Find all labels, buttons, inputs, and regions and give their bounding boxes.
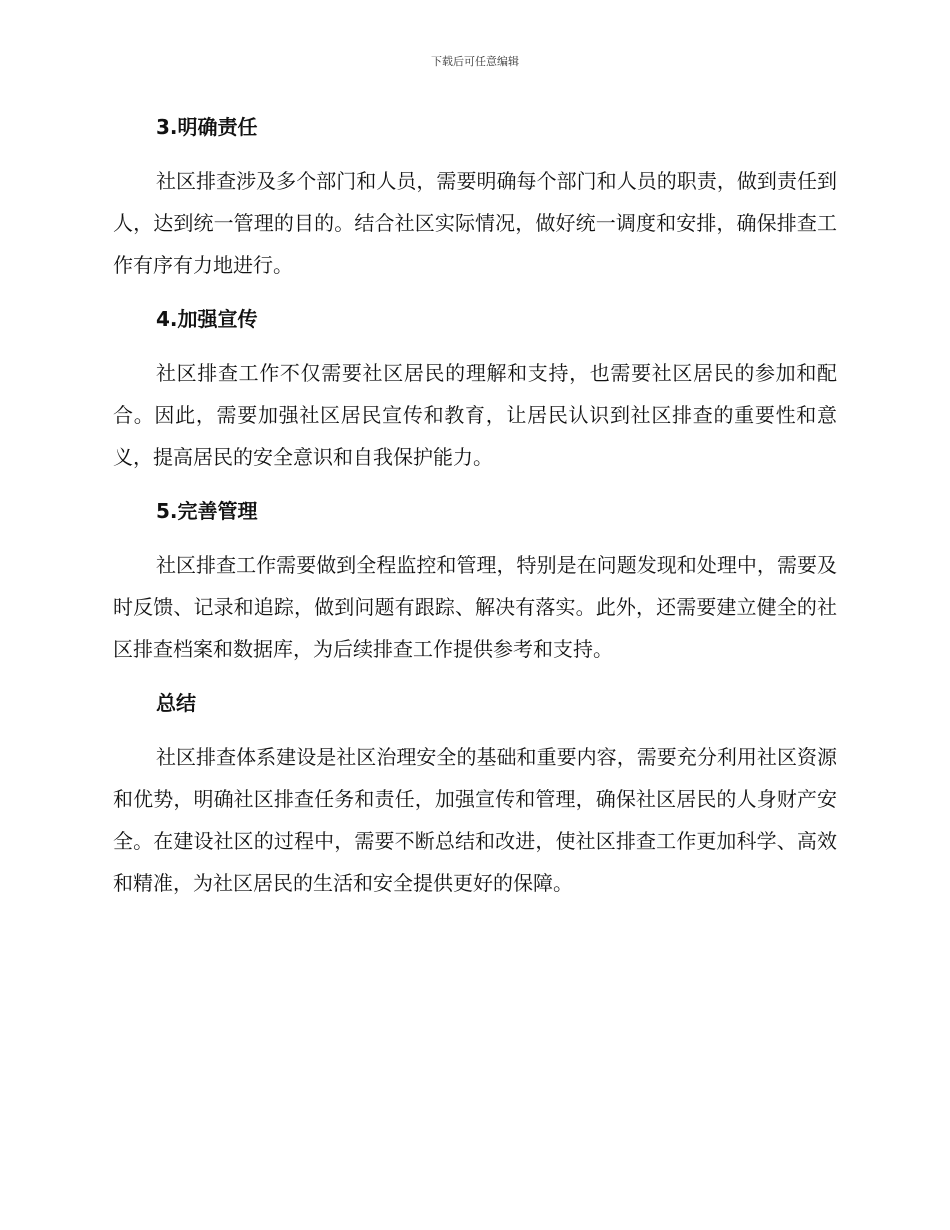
section-heading: 3.明确责任 [156,115,258,139]
section-paragraph: 社区排查工作需要做到全程监控和管理，特别是在问题发现和处理中，需要及时反馈、记录和追踪，做到问题有跟踪、解决有落实。此外，还需要建立健全的社区排查档案和数据库，为后续排查工作提供参考和支持。 [113,553,837,661]
section-paragraph: 社区排查工作不仅需要社区居民的理解和支持，也需要社区居民的参加和配合。因此，需要加强社区居民宣传和教育，让居民认识到社区排查的重要性和意义，提高居民的安全意识和自我保护能力。 [113,361,837,469]
section-heading: 总结 [156,691,196,715]
section-paragraph: 社区排查体系建设是社区治理安全的基础和重要内容，需要充分利用社区资源和优势，明确社区排查任务和责任，加强宣传和管理，确保社区居民的人身财产安全。在建设社区的过程中，需要不断总结和改进，使社区排查工作更加科学、高效和精准，为社区居民的生活和安全提供更好的保障。 [113,745,837,895]
section-paragraph: 社区排查涉及多个部门和人员，需要明确每个部门和人员的职责，做到责任到人，达到统一管理的目的。结合社区实际情况，做好统一调度和安排，确保排查工作有序有力地进行。 [113,169,837,277]
section-improve-management [113,490,837,670]
section-strengthen-publicity [113,298,837,478]
section-heading: 5.完善管理 [156,499,258,523]
page-header: 下载后可任意编辑 [431,55,519,68]
section-heading: 4.加强宣传 [156,307,258,331]
section-clarify-responsibility [113,106,837,286]
section-summary [113,682,837,904]
document-body [113,106,837,916]
